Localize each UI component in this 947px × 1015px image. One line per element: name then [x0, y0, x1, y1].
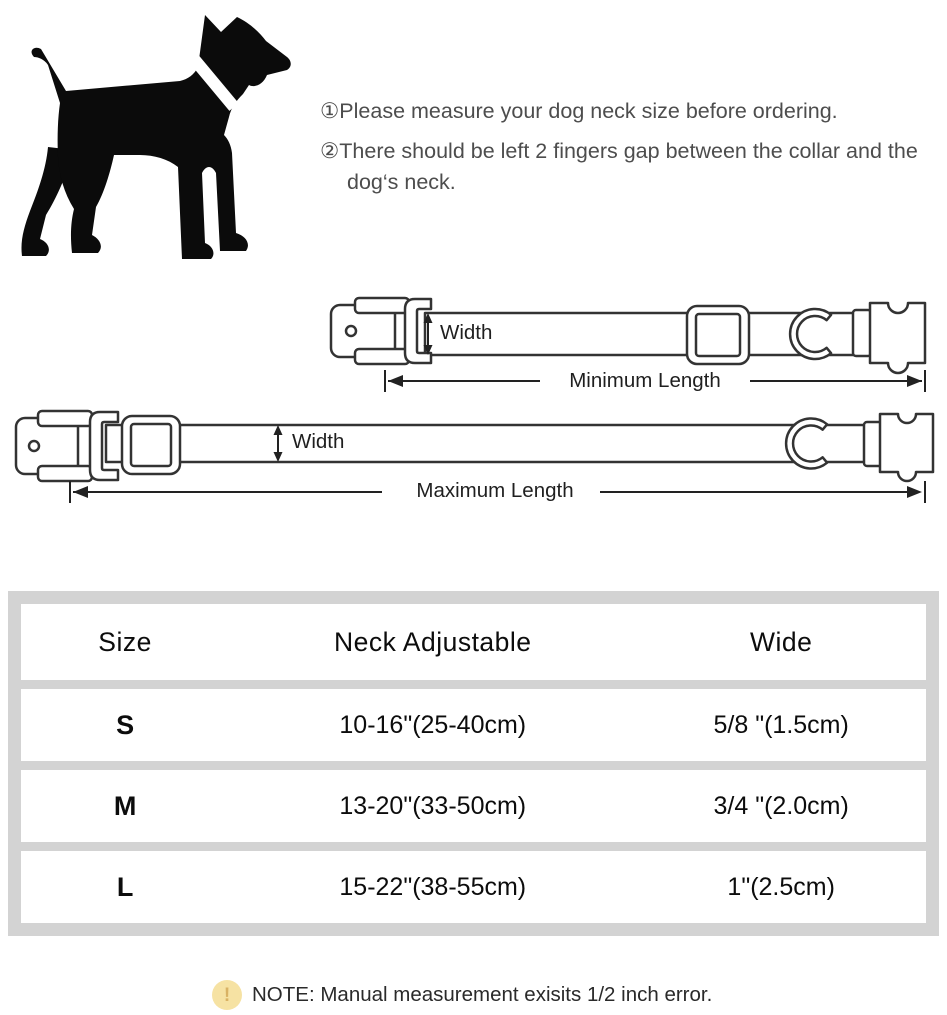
buckle-male-icon — [853, 303, 925, 373]
buckle-male-icon — [864, 414, 933, 481]
size-table-header-row — [21, 604, 926, 680]
cell-neck-l: 15-22"(38-55cm) — [339, 872, 527, 901]
instruction-line-1 — [320, 96, 940, 127]
header-neck-adjustable: Neck Adjustable — [334, 626, 532, 657]
size-table — [8, 591, 939, 936]
instructions-block — [320, 96, 940, 207]
width-label-max: Width — [292, 430, 345, 453]
cell-wide-s: 5/8 "(1.5cm) — [713, 710, 849, 739]
instruction-line-2 — [320, 136, 940, 198]
maximum-length-label: Maximum Length — [416, 479, 574, 502]
cell-size-s: S — [116, 709, 135, 740]
triglide-slider-icon — [122, 416, 180, 474]
table-row-s — [21, 689, 926, 761]
exclamation-mark: ! — [223, 984, 231, 1006]
table-row-l — [21, 851, 926, 923]
width-label-min: Width — [440, 321, 493, 344]
buckle-female-icon — [16, 411, 118, 481]
header-wide: Wide — [749, 626, 813, 657]
table-row-m — [21, 770, 926, 842]
instruction-1-text: Please measure your dog neck size before ordering. — [339, 99, 838, 123]
cell-size-l: L — [116, 871, 134, 902]
collar-strap — [106, 425, 872, 462]
cell-neck-s: 10-16"(25-40cm) — [339, 710, 527, 739]
minimum-length-label: Minimum Length — [569, 369, 721, 392]
instruction-2-text: There should be left 2 fingers gap between the collar and the dog‘s neck. — [339, 139, 918, 194]
cell-neck-m: 13-20"(33-50cm) — [339, 791, 527, 820]
dog-silhouette-icon — [8, 5, 298, 270]
cell-wide-l: 1"(2.5cm) — [727, 872, 835, 901]
header-size: Size — [98, 626, 152, 657]
cell-size-m: M — [113, 790, 137, 821]
instruction-1-number: ① — [320, 99, 340, 123]
buckle-female-icon — [331, 298, 431, 364]
instruction-2-number: ② — [320, 139, 340, 163]
cell-wide-m: 3/4 "(2.0cm) — [713, 791, 849, 820]
exclamation-icon — [212, 980, 242, 1010]
note-text: NOTE: Manual measurement exisits 1/2 inch error. — [252, 983, 713, 1006]
triglide-slider-icon — [687, 306, 749, 364]
